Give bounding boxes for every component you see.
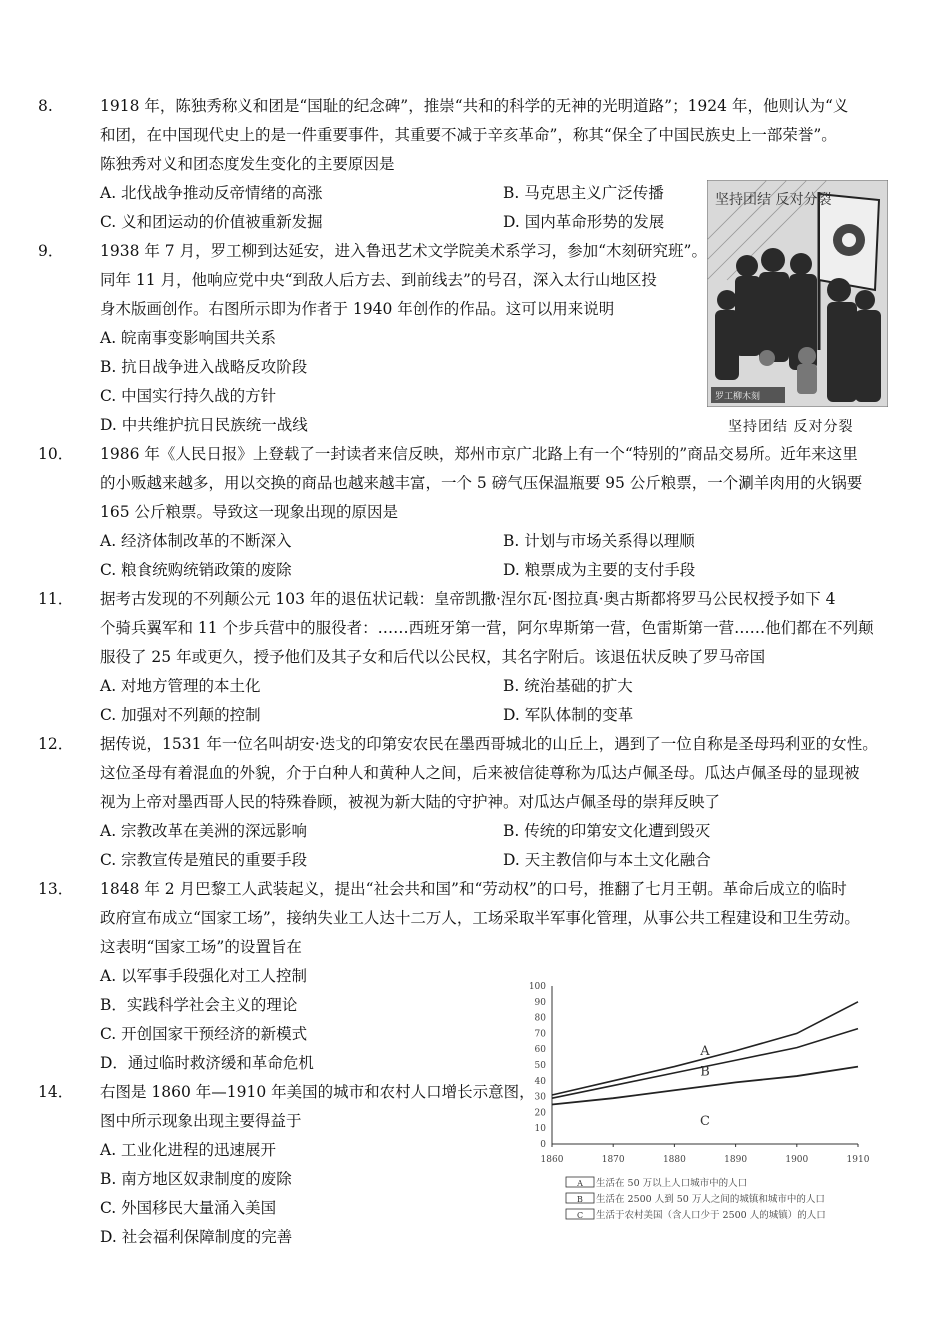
question-10-stem: 的小贩越来越多，用以交换的商品也越来越丰富，一个 5 磅气压保温瓶要 95 公斤粮票，一个涮羊肉用的火锅要 (100, 474, 863, 492)
question-9-option-c[interactable]: C. 中国实行持久战的方针 (100, 387, 277, 405)
question-11-option-a[interactable]: A. 对地方管理的本土化 (100, 677, 261, 695)
question-10-option-c[interactable]: C. 粮食统购统销政策的废除 (100, 561, 292, 579)
legend-key-a: A (577, 1179, 583, 1188)
question-10-stem: 165 公斤粮票。导致这一现象出现的原因是 (100, 503, 399, 521)
question-8-option-b[interactable]: B. 马克思主义广泛传播 (503, 184, 664, 202)
question-8-stem: 陈独秀对义和团态度发生变化的主要原因是 (100, 155, 395, 173)
x-tick-label: 1860 (540, 1155, 564, 1165)
question-14-option-c[interactable]: C. 外国移民大量涌入美国 (100, 1199, 277, 1217)
y-tick-label: 20 (534, 1108, 546, 1119)
question-9-option-d[interactable]: D. 中共维护抗日民族统一战线 (100, 416, 308, 434)
question-9-number: 9． (38, 242, 64, 260)
question-13-option-a[interactable]: A. 以军事手段强化对工人控制 (100, 967, 308, 985)
question-8-number: 8. (38, 97, 53, 115)
woodcut-signature: 罗工柳木刻 (715, 392, 761, 402)
y-tick-label: 40 (534, 1076, 546, 1087)
question-9-stem: 1938 年 7 月，罗工柳到达延安，进入鲁迅艺术文学院美术系学习，参加“木刻研究班”。 (100, 242, 707, 260)
question-13-number: 13． (38, 880, 74, 898)
legend-key-b: B (577, 1195, 583, 1204)
y-tick-label: 50 (534, 1061, 546, 1071)
question-8-stem: 1918 年，陈独秀称义和团是“国耻的纪念碑”，推崇“共和的科学的无神的光明道路”；1924 年，他则认为“义 (100, 97, 849, 115)
question-9-stem: 同年 11 月，他响应党中央“到敌人后方去、到前线去”的号召，深入太行山地区投 (100, 271, 657, 289)
y-tick-label: 80 (534, 1013, 546, 1024)
question-12-stem: 这位圣母有着混血的外貌，介于白种人和黄种人之间，后来被信徒尊称为瓜达卢佩圣母。瓜达卢佩圣母的显现被 (100, 764, 860, 782)
question-12-option-c[interactable]: C. 宗教宣传是殖民的重要手段 (100, 851, 308, 869)
question-9-option-a[interactable]: A. 皖南事变影响国共关系 (100, 329, 277, 347)
x-tick-label: 1890 (724, 1155, 748, 1165)
woodcut-caption: 坚持团结 反对分裂 (728, 419, 854, 435)
x-tick-label: 1910 (846, 1155, 870, 1165)
question-9-stem: 身木版画创作。右图所示即为作者于 1940 年创作的作品。这可以用来说明 (100, 300, 615, 318)
question-12-number: 12． (38, 735, 74, 753)
legend-label: 生活在 2500 人到 50 万人之间的城镇和城市中的人口 (596, 1194, 825, 1205)
question-12-option-a[interactable]: A. 宗教改革在美洲的深远影响 (100, 822, 308, 840)
question-13-stem: 1848 年 2 月巴黎工人武装起义，提出“社会共和国”和“劳动权”的口号，推翻了七月王朝。革命后成立的临时 (100, 880, 847, 898)
question-11-option-d[interactable]: D. 军队体制的变革 (503, 706, 634, 724)
x-tick-label: 1880 (662, 1155, 686, 1165)
question-8-option-d[interactable]: D. 国内革命形势的发展 (503, 213, 665, 231)
question-10-stem: 1986 年《人民日报》上登载了一封读者来信反映，郑州市京广北路上有一个“特别的”商品交易所。近年来这里 (100, 445, 858, 463)
question-11-stem: 据考古发现的不列颠公元 103 年的退伍状记载：皇帝凯撒·涅尔瓦·图拉真·奥古斯都将罗马公民权授予如下 4 (100, 590, 836, 608)
question-13-option-c[interactable]: C. 开创国家干预经济的新模式 (100, 1025, 308, 1043)
region-label-b: B (700, 1064, 710, 1080)
question-8-option-a[interactable]: A. 北伐战争推动反帝情绪的高涨 (100, 184, 323, 202)
question-13-stem: 这表明“国家工场”的设置旨在 (100, 938, 302, 956)
legend-label: 生活于农村美国（含人口少于 2500 人的城镇）的人口 (596, 1210, 826, 1221)
question-11-option-c[interactable]: C. 加强对不列颠的控制 (100, 706, 261, 724)
region-label-c: C (700, 1114, 710, 1130)
question-12-option-b[interactable]: B. 传统的印第安文化遭到毁灭 (503, 822, 711, 840)
question-10-option-d[interactable]: D. 粮票成为主要的支付手段 (503, 561, 696, 579)
question-9-option-b[interactable]: B. 抗日战争进入战略反攻阶段 (100, 358, 308, 376)
y-tick-label: 0 (540, 1140, 546, 1150)
question-14-option-a[interactable]: A. 工业化进程的迅速展开 (100, 1141, 277, 1159)
y-tick-label: 60 (534, 1045, 546, 1056)
woodcut-inscription: 坚持团结 反对分裂 (715, 192, 832, 208)
y-tick-label: 90 (534, 997, 546, 1008)
question-11-option-b[interactable]: B. 统治基础的扩大 (503, 677, 633, 695)
question-8-stem: 和团，在中国现代史上的是一件重要事件，其重要不减于辛亥革命”，称其“保全了中国民族史上一部荣誉”。 (100, 126, 837, 144)
question-12-stem: 视为上帝对墨西哥人民的特殊眷顾，被视为新大陆的守护神。对瓜达卢佩圣母的崇拜反映了 (100, 793, 721, 811)
question-14-option-d[interactable]: D. 社会福利保障制度的完善 (100, 1228, 293, 1246)
x-tick-label: 1900 (785, 1155, 809, 1165)
legend-label: 生活在 50 万以上人口城市中的人口 (596, 1178, 748, 1189)
question-13-stem: 政府宣布成立“国家工场”，接纳失业工人达十二万人，工场采取半军事化管理，从事公共工程建设和卫生劳动。 (100, 909, 860, 927)
question-10-option-a[interactable]: A. 经济体制改革的不断深入 (100, 532, 292, 550)
y-tick-label: 70 (534, 1029, 546, 1040)
question-14-stem: 图中所示现象出现主要得益于 (100, 1112, 302, 1130)
woodcut-print-image (707, 180, 888, 407)
question-11-stem: 个骑兵翼军和 11 个步兵营中的服役者：……西班牙第一营，阿尔卑斯第一营，色雷斯第一营……他们都在不列颠 (100, 619, 874, 637)
region-label-a: A (700, 1043, 710, 1059)
question-14-option-b[interactable]: B. 南方地区奴隶制度的废除 (100, 1170, 292, 1188)
question-13-option-b[interactable]: B．实践科学社会主义的理论 (100, 996, 298, 1014)
population-growth-chart (520, 972, 880, 1242)
y-tick-label: 10 (534, 1124, 546, 1135)
question-12-stem: 据传说，1531 年一位名叫胡安·迭戈的印第安农民在墨西哥城北的山丘上，遇到了一位自称是圣母玛利亚的女性。 (100, 735, 878, 753)
question-11-number: 11． (38, 590, 74, 608)
question-10-option-b[interactable]: B. 计划与市场关系得以理顺 (503, 532, 695, 550)
y-tick-label: 30 (534, 1092, 546, 1103)
y-tick-label: 100 (528, 982, 546, 992)
question-14-number: 14． (38, 1083, 74, 1101)
question-12-option-d[interactable]: D. 天主教信仰与本土文化融合 (503, 851, 711, 869)
legend-key-c: C (576, 1211, 584, 1220)
x-tick-label: 1870 (601, 1155, 625, 1165)
question-10-number: 10． (38, 445, 74, 463)
question-8-option-c[interactable]: C. 义和团运动的价值被重新发掘 (100, 213, 323, 231)
question-13-option-d[interactable]: D．通过临时救济缓和革命危机 (100, 1054, 314, 1072)
question-11-stem: 服役了 25 年或更久，授予他们及其子女和后代以公民权，其名字附后。该退伍状反映了罗马帝国 (100, 648, 766, 666)
question-14-stem: 右图是 1860 年—1910 年美国的城市和农村人口增长示意图， (100, 1083, 535, 1101)
